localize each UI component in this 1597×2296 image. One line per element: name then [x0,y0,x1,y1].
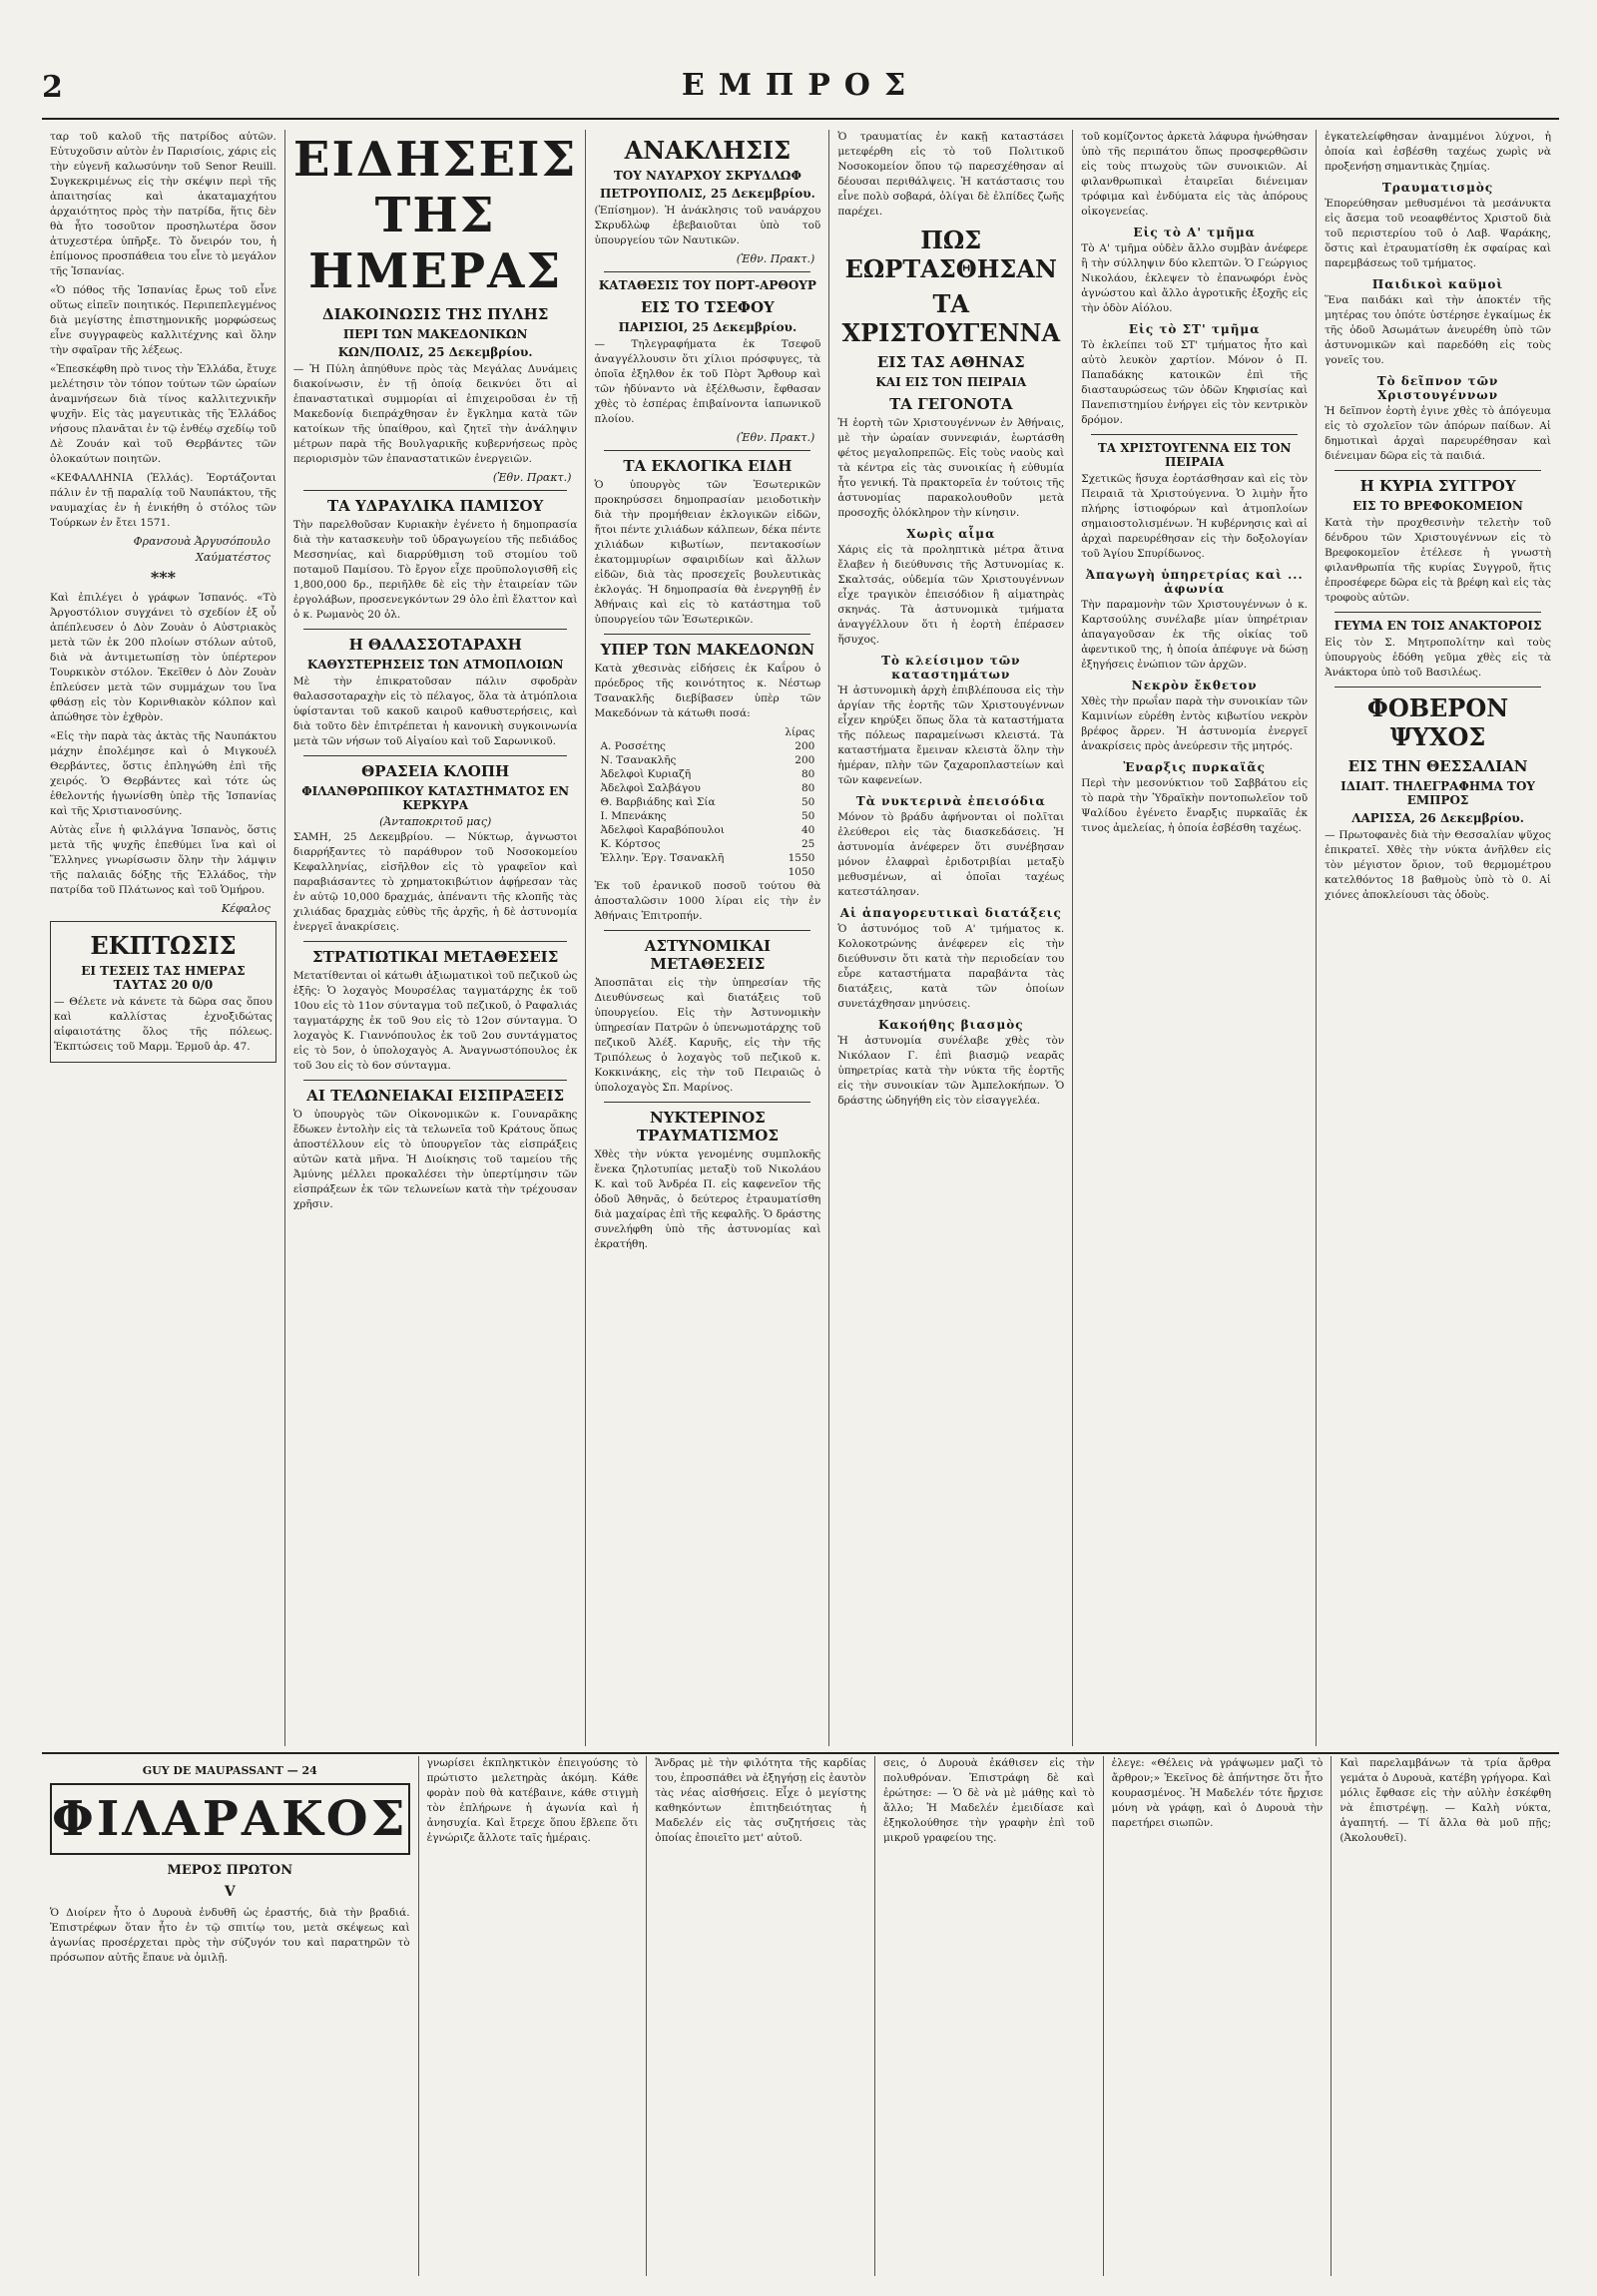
divider [604,930,810,931]
separator-stars: *** [150,568,176,587]
list-total: 1050 [788,866,815,878]
ad-subtitle: ΕΙ ΤΕΣΕΙΣ ΤΑΣ ΗΜΕΡΑΣ ΤΑΥΤΑΣ 20 0/0 [81,964,246,992]
article-text: Ὁ ὑπουργὸς τῶν Ἐσωτερικῶν προκηρύσσει δημοπρασίαν μειοδοτικὴν διὰ τὴν προμήθειαν ἐκλογικῶν εἰδῶν, ἤτοι πέντε χιλιάδων κάλπεων, δέκα πέντε χιλιάδων κιβωτίων, πεντακοσίων ἑκατομμυρίων σφαιριδίων καὶ ἄλλων εἰδῶν, διὰ τὰς προσεχεῖς βουλευτικὰς ἐκλογάς. Ἡ δημοπρασία θὰ ἐνεργηθῇ ἐν Ἀθήναις καὶ εἰς τὸ κατάστημα τοῦ ὑπουργείου τῶν Ἐσωτερικῶν. [594,479,821,626]
subheading: Εἰς τὸ ΣΤ' τμῆμα [1128,322,1261,336]
article-text: Αὐτὰς εἶνε ἡ φιλλάγνα Ἰσπανὸς, ὅστις μετὰ τῆς ψυχῆς ἐπεθύμει ἵνα καὶ οἱ Ἕλληνες γνωρίσωσιν ὅλην τὴν λάμψιν τῆς παλαιᾶς δόξης τῆς Ἑλλάδος, τὴν πατρίδα τοῦ Πλάτωνος καὶ τοῦ Ὁμήρου. [50,824,276,896]
headline: ΤΑ ΧΡΙΣΤΟΥΓΕΝΝΑ ΕΙΣ ΤΟΝ ΠΕΙΡΑΙΑ [1097,441,1292,469]
feuilleton-divider [42,1752,1559,1754]
article-text: Χάρις εἰς τὰ προληπτικὰ μέτρα ἅτινα ἔλαβεν ἡ διεύθυνσις τῆς Ἀστυνομίας κ. Σκαλτσάς, οὐδεμία τῶν Χριστουγέννων εἶχε τραγικὸν ἐπεισόδιον ἢ αἱματηρὰς σκηνάς. Τὰ ἀστυνομικὰ τμήματα ἀναγγέλλουν ὅτι ἡ ἑορτὴ ἐπέρασεν ἥσυχος. [837,544,1065,646]
signature: Κέφαλος [221,902,270,915]
divider [604,1102,810,1103]
currency-label: λίρας [785,726,815,738]
divider [303,755,568,756]
list-item: Ἀδελφοὶ Σαλβάγου 80 [600,782,815,794]
article-text: Ἡ ἑορτὴ τῶν Χριστουγέννων ἐν Ἀθήναις, μὲ τὴν ὡραίαν συννεφιάν, ἑωρτάσθη φέτος μεγαλοπρεπῶς. Εἰς τοὺς ναοὺς καὶ τὰ κέντρα εἰς τὰς συνοικίας ἡ εὐθυμία ἦτο γενική. Τὰ πρακτορεῖα ἐν τούτοις τῆς ἀστυνομίας παρακολουθοῦν μετὰ προσοχῆς ὁλόκληρον τὴν κίνησιν. [837,417,1065,519]
article-text: Τὴν παραμονὴν τῶν Χριστουγέννων ὁ κ. Καρτσούλης συνέλαβε μίαν ὑπηρέτριαν ἀπαγαγοῦσαν ἐκ τῆς οἰκίας τοῦ ἀφεντικοῦ της, ἡ ὁποία ἀπέφυγε νὰ δώσῃ ἐξηγήσεις ἐνώπιον τῶν ἀρχῶν. [1081,599,1309,671]
headline: ΘΡΑΣΕΙΑ ΚΛΟΠΗ [361,762,510,780]
masthead-rule [42,118,1559,120]
subheadline: ΙΔΙΑΙΤ. ΤΗΛΕΓΡΑΦΗΜΑ ΤΟΥ ΕΜΠΡΟΣ [1340,779,1535,807]
list-item: Ἀδελφοὶ Καραβόπουλοι 40 [600,824,815,836]
subheading: Ἀπαγωγὴ ὑπηρετρίας καὶ ... ἀφωνία [1085,568,1304,596]
article-text: ταρ τοῦ καλοῦ τῆς πατρίδος αὐτῶν. Εὐτυχοῦσιν αὐτὸν ἐν Παρισίοις, χάρις εἰς τὴν εὐγενῆ καλωσύνην τοῦ Senor Reuill. Συγκεκριμένως εἰς τὴν σκέψιν περὶ τῆς ἀπαιτησίας καὶ ἀκαταμαχήτου ἀρχαιότητος πρὸς τὴν πατρίδα, ἥτις δὲν θὰ ἦτο τοσοῦτον προσηλωτέρα ὅσον ἀτυχεστέρα ὑπῆρξε. Τὸ ὄνειρόν του, ἡ ἐπίμονος προσπάθεια του εἶνε τὸ μεγάλον τῆς Ἰσπανίας. [50,131,276,277]
article-text: «Ἐπεσκέφθη πρὸ τινος τὴν Ἑλλάδα, ἔτυχε μελέτησιν τὸν τόπον τούτων τῶν ὡραίων ἀναμνήσεων διὰ τίνος καλλιτεχνικῆν ψυχῆν. Εἰς τὰς μαγευτικὰς τῆς Ἑλλάδος νήσους πλανᾶται ἐν τῷ ἐνθέῳ σχεδίῳ τοῦ Δὲ Ζουάν καὶ τοῦ Θερβάντες τῶν ὁλοκαύτων ποιητῶν. [50,363,276,465]
subheading: Παιδικοὶ καϋμοὶ [1371,277,1504,291]
ad-text: — Θέλετε νὰ κάνετε τὰ δῶρα σας ὅπου καὶ καλλίστας ἐχνοξιδώτας αἰφαιοτάτης ὅλος τῆς πόλεως. Ἐκπτώσεις τοῦ Μαρμ. Ἑρμοῦ ἀρ. 47. [54,996,272,1053]
column-4 [829,130,1073,1746]
headline: Η ΚΥΡΙΑ ΣΥΓΓΡΟΥ [1359,477,1516,495]
feuilleton-column-5 [1104,1756,1332,2276]
article-text: Κατὰ χθεσινὰς εἰδήσεις ἐκ Καΐρου ὁ πρόεδρος τῆς κοινότητος κ. Νέστωρ Τσανακλῆς διεβίβασεν ὑπὲρ τῶν Μακεδόνων τὰ κάτωθι ποσά: [594,663,821,719]
article-text: Ὁ τραυματίας ἐν κακῇ καταστάσει μετεφέρθη εἰς τὸ τοῦ Πολιτικοῦ Νοσοκομείον ὅπου τῷ παρεσχέθησαν αἱ δέουσαι περιθάλψεις. Ἡ κατάστασις του εἶνε πολὺ σοβαρά, ὀλίγαι δὲ ἐλπίδες ζωῆς παρέχει. [837,131,1065,218]
dateline: ΠΑΡΙΣΙΟΙ, 25 Δεκεμβρίου. [618,320,798,334]
headline: ΠΩΣ ΕΩΡΤΑΣΘΗΣΑΝ [844,226,1057,283]
article-text: Τὴν παρελθοῦσαν Κυριακὴν ἐγένετο ἡ δημοπρασία διὰ τὴν κατασκευὴν τοῦ ὑδραγωγείου τῆς πεδιάδος Μεσσηνίας, καὶ διαρρύθμιση τοῦ στομίου τοῦ ποταμοῦ Παμίσου. Τὸ ἔργον εἶχε προϋπολογισθῆ εἰς 1,800,000 δρ., περιῆλθε δὲ εἰς τὴν ἑταιρείαν τῶν ἐργολάβων, προσενεγκόντων 29 ὀλο ἐπὶ ἔλαττον καὶ ὁ κ. Ρωμανὸς 20 ὀλ. [292,519,578,621]
list-item: Ν. Τσανακλῆς 200 [600,754,815,766]
page-number: 2 [42,70,63,105]
column-2 [285,130,587,1746]
article-text: Μὲ τὴν ἐπικρατοῦσαν πάλιν σφοδρὰν θαλασσοταραχὴν εἰς τὸ πέλαγος, ὅλα τὰ ἀτμόπλοια ὑφίστανται τοῦ κακοῦ καιροῦ καθυστερήσεις, καὶ διὰ τοῦτο δὲν ἐπιτρέπεται ἡ κανονικὴ συγκοινωνία μετὰ τῶν νήσων τοῦ Αἰγαίου καὶ τοῦ Σαρωνικοῦ. [292,676,578,747]
subheading: Ἐναρξις πυρκαϊᾶς [1123,760,1266,774]
article-text: Χθὲς τὴν νύκτα γενομένης συμπλοκῆς ἔνεκα ζηλοτυπίας μεταξὺ τοῦ Νικολάου Κ. καὶ τοῦ Ἀνδρέα Π. εἰς καφενεῖον τῆς ὁδοῦ Ἀθηνᾶς, ὁ δεύτερος ἐτραυματίσθη διὰ μαχαίρας ἐπὶ τῆς κεφαλῆς. Ὁ δράστης συνελήφθη ὑπὸ τῆς ἀστυνομίας καὶ ἐκρατήθη. [594,1148,821,1250]
article-text: Ἕνα παιδάκι καὶ τὴν ἀποκτέν τῆς μητέρας του ὁπότε ὑστέρησε ἐγκαίμως ἐκ τῆς ὁδοῦ Ἀσωμάτων ἀνευρέθη ὑπὸ τῶν ἀστυνομικῶν καὶ παρεδόθη εἰς τοὺς γονεῖς του. [1325,294,1551,366]
article-text: Εἰς τὸν Σ. Μητροπολίτην καὶ τοὺς ὑπουργοὺς ἐδόθη γεῦμα χθὲς εἰς τὰ Ἀνάκτορα ὑπὸ τοῦ Βασιλέως. [1325,637,1551,679]
serial-author: GUY DE MAUPASSANT — 24 [142,1764,317,1777]
source-credit: (Ἐθν. Πρακτ.) [492,471,572,484]
subheading: Τὰ νυκτερινὰ ἐπεισόδια [855,794,1046,808]
article-text: Σχετικῶς ἥσυχα ἐορτάσθησαν καὶ εἰς τὸν Πειραιᾶ τὰ Χριστούγεννα. Ὁ λιμὴν ἦτο πλήρης ἱστιοφόρων καὶ ἀτμοπλοίων σημαιοστολισμένων. Ἡ κυβέρνησις καὶ αἱ ἀρχαὶ παρευρέθησαν εἰς τὴν δοξολογίαν τοῦ Ἁγίου Σπυρίδωνος. [1081,473,1309,560]
article-text: «ΚΕΦΑΛΛΗΝΙΑ (Ἑλλάς). Ἐορτάζονται πάλιν ἐν τῇ παραλίᾳ τοῦ Ναυπάκτου, τῆς ναυμαχίας ἐν ἡ ἐνικήθη ὁ στόλος τῶν Τούρκων ἐν ἔτει 1571. [50,472,276,529]
article-text: — Ἡ Πύλη ἀπηύθυνε πρὸς τὰς Μεγάλας Δυνάμεις διακοίνωσιν, ἐν τῇ ὁποίᾳ δεικνύει ὅτι αἱ ἐπαναστατικαὶ συμμορίαι αἱ ἐπιχειροῦσαι ἐν τῇ Μακεδονίᾳ διεπράχθησαν ἐν ἔγκλημα κατὰ τῶν κατοίκων τῆς ὑπαίθρου, καὶ ζητεῖ τὴν ἀνάληψιν μέτρων παρὰ τῆς Βουλγαρικῆς κυβερνήσεως πρὸς περιορισμὸν τῶν ἐπαναστατικῶν ἐνεργειῶν. [292,363,578,465]
article-text: Ὁ ὑπουργὸς τῶν Οἰκονομικῶν κ. Γουναρᾶκης ἔδωκεν ἐντολὴν εἰς τὰ τελωνεῖα τοῦ Κράτους ὅπως ἀποστέλλουν εἰς τὸ ὑπουργεῖον τὰς εἰσπράξεις αὐτῶν κατὰ μῆνα. Ἡ Διοίκησις τοῦ ταμείου τῆς Ἀμύνης μέλλει προκαλέσει τὴν ὑπερτίμησιν τῶν εἰσπράξεων ἐκ τῶν τελωνείων κατὰ τὴν τρέχουσαν χρῆσιν. [292,1109,578,1210]
divider [1091,434,1298,435]
feuilleton-column-6 [1331,1756,1559,2276]
article-text: (Ἐπίσημον). Ἡ ἀνάκλησις τοῦ ναυάρχου Σκρυδλὼφ ἐβεβαιοῦται ὑπὸ τοῦ ὑπουργείου τῶν Ναυτικῶν. [594,205,821,246]
subheadline: ΤΟΥ ΝΑΥΑΡΧΟΥ ΣΚΡΥΔΛΩΦ [613,169,801,183]
article-text: Ἡ ἀστυνομικὴ ἀρχὴ ἐπιβλέπουσα εἰς τὴν ἀργίαν τῆς ἑορτῆς τῶν Χριστουγέννων εἶχεν κηρύξει ὅπως ὅλα τὰ καταστήματα τῆς πόλεως παραμείνωσι κλειστά. Τὰ καταστήματα ἔμειναν κλειστὰ ὅλην τὴν ἡμέραν, πλὴν τῶν ζαχαροπλαστείων καὶ τῶν καφενείων. [837,685,1065,786]
article-text: — Πρωτοφανὲς διὰ τὴν Θεσσαλίαν ψῦχος ἐπικρατεῖ. Χθὲς τὴν νύκτα ἀνῆλθεν εἰς τὸν μέγιστον ὅριον, τοῦ θερμομέτρου κατελθόντος 18 βαθμοὺς ὑπὸ τὸ 0. Αἱ χιόνες ἀποκλείουσι τὰς ὁδοὺς. [1325,829,1551,901]
divider [303,629,568,630]
feuilleton-column-4 [875,1756,1104,2276]
subheading: Αἱ ἀπαγορευτικαὶ διατάξεις [839,906,1062,920]
divider [604,271,810,272]
dateline: ΛΑΡΙΣΣΑ, 26 Δεκεμβρίου. [1351,811,1524,825]
headline: ΤΑ ΕΚΛΟΓΙΚΑ ΕΙΔΗ [623,457,793,475]
article-text: Ἡ δεῖπνον ἑορτὴ ἐγινε χθὲς τὸ ἀπόγευμα εἰς τὸ σχολεῖον τῶν ἀπόρων παίδων. Αἱ δημοτικαὶ ἀρχαὶ παρευρέθησαν καὶ διένειμαν δῶρα εἰς τὰ παιδιά. [1325,405,1551,462]
article-text: Περὶ τὴν μεσονύκτιον τοῦ Σαββάτου εἰς τὸ παρὰ τὴν Ὑδραϊκὴν ποντοπωλεῖον τοῦ Ψαλίδου ἐγένετο ἔναρξις πυρκαϊᾶς ἐκ τινος ἀμελείας, ἡ ὁποία ἐσβέσθη ταχέως. [1081,777,1309,834]
feuilleton-column-1 [42,1756,419,2276]
subheading: Τραυματισμὸς [1381,181,1494,195]
article-text: Μετατίθενται οἱ κάτωθι ἀξιωματικοὶ τοῦ πεζικοῦ ὡς ἑξῆς: Ὁ λοχαγὸς Μουρσέλας ταγματάρχης ἐκ τοῦ 10ου εἰς τὸ 11ον σύνταγμα τοῦ πεζικοῦ, ὁ Ραφαλιάς ταγματάρχης ἐκ τοῦ 9ου εἰς τὸ 12ον σύνταγμα. Ὁ λοχαγὸς Κ. Γιαννόπουλος ἐκ τοῦ 2ου συντάγματος εἰς τὸ 5ον, ὁ ὑπολοχαγὸς Α. Ἀναγνωστόπουλος ἐκ τοῦ 3ου εἰς τὸ 6ον σύνταγμα. [292,970,578,1072]
article-text: Τὸ ἐκλείπει τοῦ ΣΤ' τμήματος ἦτο καὶ αὐτὸ λευκὸν χαρτίον. Μόνον ὁ Π. Παπαδάκης κατοικῶν ἐπὶ τῆς διασταυρώσεως τῶν ὁδῶν Κηφισίας καὶ Πανεπιστημίου ἐνήργει εἰς τὸν κεντρικὸν δρόμον. [1081,339,1309,426]
serial-text: Ἄνδρας μὲ τὴν φιλότητα τῆς καρδίας του, ἐπροσπάθει νὰ ἐξηγήσῃ εἰς ἑαυτὸν τὰς νέας αἰσθήσεις. Εἶχε ὁ μεγίστης καθηκόντων ἐπιτηδειότητας ἡ Μαδελέν εἰς τὰς συζητήσεις τὰς ὁποίας ἐποιεῖτο μετ' αὐτοῦ. [655,1757,866,1844]
article-text: «Εἰς τὴν παρὰ τὰς ἀκτὰς τῆς Ναυπάκτου μάχην ἐπολέμησε καὶ ὁ Μιγκουέλ Θερβάντες, ὅστις ἐπληγώθη ἐπὶ τῆς χειρός. Ὁ Θερβάντες καὶ τότε ὡς ἐθελοντής ἠγωνίσθη ὑπὲρ τῆς Ἰσπανίας καὶ τῆς Χριστιανοσύνης. [50,730,276,817]
headline: ΑΝΑΚΛΗΣΙΣ [624,136,792,165]
correspondent-note: (Ἀνταποκριτοῦ μας) [379,815,492,828]
divider [303,490,568,491]
newspaper-title: ΕΜΠΡΟΣ [681,68,920,103]
serial-text: ἐλεγε: «Θέλεις νὰ γράψωμεν μαζὶ τὸ ἄρθρον;» Ἐκεῖνος δὲ ἀπήντησε ὅτι ἦτο κουρασμένος. Ἡ Μαδελέν τότε ἤρχισε μόνη νὰ γράφῃ, καὶ ὁ Δυρουὰ τὴν παρετήρει σιωπῶν. [1111,1757,1324,1829]
source-credit: (Ἐθν. Πρακτ.) [736,252,815,265]
divider [1334,687,1541,688]
subheading: Κακοήθης βιασμὸς [877,1018,1024,1032]
subheading: Νεκρὸν ἔκθετον [1131,679,1258,692]
headline: Η ΘΑΛΑΣΣΟΤΑΡΑΧΗ [348,636,522,654]
top-columns [42,130,1559,1746]
subheading: Χωρὶς αἷμα [906,527,996,541]
subheadline: ΕΙΣ ΤΟ ΒΡΕΦΟΚΟΜΕΙΟΝ [1352,499,1523,513]
list-item: Ἑλλην. Ἐργ. Τσανακλῆ 1550 [600,852,815,864]
article-text: ΣΑΜΗ, 25 Δεκεμβρίου. — Νύκτωρ, ἀγνωστοι διαρρήξαντες τὸ παράθυρον τοῦ Νοσοκομείου Κεφαλληνίας, εἰσῆλθον εἰς τὸ γραφεῖον καὶ παραβιάσαντες τὸ χρηματοκιβώτιον ἀφῄρεσαν τὰς ἐν αὐτῷ 10,000 δραχμάς, ἀπέναντι τῆς κλοπῆς τὰς χιλιάδας δραχμὰς εὐθὺς τῆς ἀρχῆς, ἡ δὲ ἀστυνομία ἐνεργεῖ ἀνακρίσεις. [292,831,578,933]
list-item: Α. Ροσσέτης 200 [600,740,815,752]
list-item: Ι. Μπενάκης 50 [600,810,815,822]
list-item: Ἀδελφοὶ Κυριαζῆ 80 [600,768,815,780]
headline: ΤΑ ΥΔΡΑΥΛΙΚΑ ΠΑΜΙΣΟΥ [326,497,544,515]
headline: ΚΑΤΑΘΕΣΙΣ ΤΟΥ ΠΟΡΤ-ΑΡΘΟΥΡ [598,278,816,292]
article-text: Ἀποσπᾶται εἰς τὴν ὑπηρεσίαν τῆς Διευθύνσεως καὶ διατάξεις τοῦ ὑπουργείου. Εἰς τὴν Ἀστυνομικὴν ὑπηρεσίαν Πατρῶν ὁ ὑπενωμοτάρχης τοῦ πεζικοῦ Ἀλέξ. Καρυῆς, εἰς τὴν τῆς Τριπόλεως ὁ λοχαγὸς τοῦ πεζικοῦ κ. Κοκκινάκης, εἰς τὴν τοῦ Πειραιῶς ὁ ὑπολοχαγὸς Σπ. Μαρίνος. [594,977,821,1094]
divider [604,634,810,635]
advertisement-box [50,921,276,1063]
subheadline: ΚΑΙ ΕΙΣ ΤΟΝ ΠΕΙΡΑΙΑ [875,375,1027,389]
column-6 [1317,130,1559,1746]
dateline: ΠΕΤΡΟΥΠΟΛΙΣ, 25 Δεκεμβρίου. [599,187,815,201]
column-5 [1073,130,1317,1746]
article-text: «Ὁ πόθος τῆς Ἰσπανίας ἔρως τοῦ εἶνε οὕτως εἰπεῖν ποιητικός. Περιπεπλεγμένος διὰ μεγίστης ἐπιστημονικῆς μορφώσεως εἶνε συγγραφεὺς καλλιτέχνης καὶ ὅλην τὴν σφαῖραν τῆς λέξεως. [50,284,276,356]
headline: ΣΤΡΑΤΙΩΤΙΚΑΙ ΜΕΤΑΘΕΣΕΙΣ [312,948,559,966]
serial-text: Ὁ Διοίρεν ἦτο ὁ Δυρουὰ ἐνδυθῆ ὡς ἐραστής, διὰ τὴν βραδιά. Ἐπιστρέφων ὅταν ἦτο ἐν τῷ σπιτίῳ του, μετὰ σκέψεως καὶ ἀγωνίας προσέρχεται πρὸς τὴν σύζυγόν του καὶ παρατηρῶν τὸ πρόσωπον αὐτῆς ἔπαυε νὰ ὁμιλῇ. [50,1907,410,1964]
source-credit: (Ἐθν. Πρακτ.) [736,431,815,444]
headline: ΝΥΚΤΕΡΙΝΟΣ ΤΡΑΥΜΑΤΙΣΜΟΣ [636,1109,779,1145]
serial-text: Καὶ παρελαμβάνων τὰ τρία ἄρθρα γεμάτα ὁ Δυρουὰ, κατέβη γρήγορα. Καὶ μόλις ἔφθασε εἰς τὴν αὐλὴν ἐσκέφθη νὰ ἐπιστρέψῃ. — Καλὴ νύκτα, ἀγαπητή. — Τί ἄλλα θὰ μοῦ πῇς; (Ἀκολουθεῖ). [1339,1757,1551,1844]
headline: ΥΠΕΡ ΤΩΝ ΜΑΚΕΔΟΝΩΝ [600,641,815,659]
column-1 [42,130,285,1746]
serial-text: γνωρίσει ἐκπληκτικὸν ἐπειγούσης τὸ πρώτιστο μελετηρὰς ἀκόμη. Κάθε φορὰν ποὺ θὰ κατέβαινε, κάθε στιγμὴ τὸν ἐπλήρωνε ἡ ἀγωνία καὶ ἡ ἀνησυχία. Καὶ ἔτρεχε ὅπου ἔβλεπε ὅτι ἐγνώριζε ἄλλοτε ταῖς ἡμέραις. [426,1757,639,1844]
article-text: τοῦ κομίζοντος ἀρκετὰ λάφυρα ἠνώθησαν ὑπὸ τῆς περιπάτου ὅπως προσφερθῶσιν εἰς τοὺς πτωχοὺς τῶν συνοικιῶν. Αἱ φιλανθρωπικαὶ ἑταιρεῖαι διένειμαν τρόφιμα καὶ ἐνδύματα εἰς τὰς ἀπόρους οἰκογενείας. [1081,131,1309,218]
article-text: Ἐπορεύθησαν μεθυσμένοι τὰ μεσάνυκτα εἰς ἄσεμα τοῦ νεοαφθέντος Χριστοῦ διὰ τοῦ περιστερίου τοῦ ὁ Λαβ. Ψαράκης, ὅστις καὶ ἐτραυματίσθη ἐκ σφαίρας καὶ παρεμβάσεως τοῦ τμήματος. [1325,198,1551,269]
article-text: Ἐκ τοῦ ἐρανικοῦ ποσοῦ τούτου θὰ ἀποσταλῶσιν 1000 λίραι εἰς τὴν ἐν Ἀθήναις Ἐπιτροπήν. [594,880,821,922]
subheadline: ΕΙΣ ΤΑΣ ΑΘΗΝΑΣ [876,353,1025,371]
subheading: Τὸ κλείσιμον τῶν καταστημάτων [881,654,1021,682]
feuilleton-column-3 [647,1756,875,2276]
signature-title: Χαύματέστος [196,551,270,564]
headline: ΑΙ ΤΕΛΩΝΕΙΑΚΑΙ ΕΙΣΠΡΑΞΕΙΣ [306,1087,565,1105]
article-text: Ὁ ἀστυνόμος τοῦ Α' τμήματος κ. Κολοκοτρώνης ἀνέφερεν εἰς τὴν διεύθυνσιν ὅτι κατὰ τὴν περιοδείαν του εὗρε καταστήματα παραβάντα τὰς διατάξεις, κατὰ τῶν ὁποίων συνετάχθησαν μηνύσεις. [837,923,1065,1010]
divider [604,450,810,451]
masthead [42,0,1559,130]
subheadline: ΠΕΡΙ ΤΩΝ ΜΑΚΕΔΟΝΙΚΩΝ [342,327,528,341]
signature: Φρανσουὰ Ἀργυσόπουλο [133,535,270,548]
article-text: Τὸ Α' τμῆμα οὐδὲν ἄλλο συμβὰν ἀνέφερε ἢ τὴν σύλληψιν δύο κλεπτῶν. Ὁ Γεώργιος Νικολάου, ἐκλεψεν τὸ ἐπανωφόρι ἑνὸς ἀγνώστου καὶ ἄλλο ἀγροτικῆς ἐξοχῆς εἰς τὴν ὁδὸν Αἰόλου. [1081,242,1309,314]
section-banner: ΕΙΔΗΣΕΙΣ ΤΗΣ ΗΜΕΡΑΣ [292,132,578,299]
subheading: Εἰς τὸ Α' τμῆμα [1133,226,1256,239]
ad-title: ΕΚΠΤΩΣΙΣ [90,931,237,960]
headline: ΑΣΤΥΝΟΜΙΚΑΙ ΜΕΤΑΘΕΣΕΙΣ [644,937,771,973]
feuilleton-column-2 [419,1756,648,2276]
subheadline: ΚΑΘΥΣΤΕΡΗΣΕΙΣ ΤΩΝ ΑΤΜΟΠΛΟΙΩΝ [306,658,564,672]
article-text: Μόνον τὸ βράδυ ἀφήνονται οἱ πολῖται ἐλεύθεροι εἰς τὰς διασκεδάσεις. Ἡ ἀστυνομία ἀνέφερεν ὅτι συνέβησαν μόνον ἐλαφραὶ ἐριδοτριβίαι μεταξὺ μεθυσμένων, αἱ ὁποῖαι ταχέως κατεστάλησαν. [837,811,1065,898]
divider [1334,470,1541,471]
divider [303,1080,568,1081]
serial-text: σεις, ὁ Δυρουὰ ἐκάθισεν εἰς τὴν πολυθρόναν. Ἐπιστράφη δὲ καὶ ἐρώτησε: — Ὁ δὲ νὰ μὲ μάθῃς καὶ τὸ ἄλλο; Ἡ Μαδελέν ἐμειδίασε καὶ ἐξηκολούθησε τὴν γραφὴν ἐπὶ τοῦ μικροῦ γραφείου της. [882,1757,1095,1844]
headline: ΕΙΣ ΤΗΝ ΘΕΣΣΑΛΙΑΝ [1347,757,1528,775]
article-text: Χθὲς τὴν πρωΐαν παρὰ τὴν συνοικίαν τῶν Καμινίων εὑρέθη ἐντὸς κιβωτίου νεκρὸν βρέφος ἄρρεν. Ἡ ἀστυνομία ἐνεργεῖ ἀνακρίσεις πρὸς ἀνεύρεσιν τῆς μητρός. [1081,695,1309,752]
article-text: Κατὰ τὴν προχθεσινὴν τελετὴν τοῦ δένδρου τῶν Χριστουγέννων εἰς τὸ Βρεφοκομεῖον ἐτέλεσε ἡ γνωστὴ φιλανθρωπία τῆς κυρίας Συγγροῦ, ἥτις ἐπροσέφερε δῶρα εἰς τὰ βρέφη καὶ εἰς τὰς τροφοὺς αὐτῶν. [1325,517,1551,604]
serial-title: ΦΙΛΑΡΑΚΟΣ [50,1783,410,1855]
divider [303,941,568,942]
article-text: Καὶ ἐπιλέγει ὁ γράφων Ἰσπανός. «Τὸ Ἀργοστόλιον συγχάνει τὸ σχεδίον ἐξ οὗ ἀπέπλευσεν ὁ Δὸν Ζουὰν ὁ Αὐστριακὸς μετὰ τῶν ἐκ 200 πλοίων στόλων αὐτοῦ, διὰ νὰ ἀντιμετωπίσῃ τὸν ὑπέρτερον Τουρκικὸν στόλον. Ἐκεῖθεν ὁ Δὸν Ζουὰν ἐπλεύσεν μετὰ τῶν συμμάχων του ἵνα φθάσῃ εἰς τὸν Κορινθιακὸν κόλπον καὶ ἀπώθησε τὸν ἐχθρὸν. [50,592,276,723]
article-text: Ἡ ἀστυνομία συνέλαβε χθὲς τὸν Νικόλαον Γ. ἐπὶ βιασμῷ νεαρᾶς ὑπηρετρίας κατὰ τὴν νύκτα τῆς ἑορτῆς εἰς τὴν συνοικίαν τῶν Ἀμπελοκήπων. Ὁ δράστης ὡδηγήθη εἰς τὸν εἰσαγγελέα. [837,1035,1065,1107]
feuilleton-section [42,1756,1559,2276]
chapter-number: V [224,1884,236,1900]
article-text: ἐγκατελείφθησαν ἀναμμένοι λύχνοι, ἡ ὁποία καὶ ἐσβέσθη ταχέως χωρὶς νὰ προξενήσῃ σημαντικὰς ζημίας. [1325,131,1551,173]
donation-list-header [594,725,820,739]
subheadline: ΦΙΛΑΝΘΡΩΠΙΚΟΥ ΚΑΤΑΣΤΗΜΑΤΟΣ ΕΝ ΚΕΡΚΥΡΑ [301,784,570,812]
subheading: Τὸ δεῖπνον τῶν Χριστουγέννων [1376,374,1499,402]
headline: ΦΟΒΕΡΟΝ ΨΥΧΟΣ [1366,693,1509,751]
headline: ΤΑ ΧΡΙΣΤΟΥΓΕΝΝΑ [841,289,1061,347]
list-item: Κ. Κόρτσος 25 [600,838,815,850]
subheadline: ΕΙΣ ΤΟ ΤΣΕΦΟΥ [640,298,775,316]
donation-list [594,739,820,879]
headline: ΓΕΥΜΑ ΕΝ ΤΟΙΣ ΑΝΑΚΤΟΡΟΙΣ [1333,619,1542,633]
dateline: ΚΩΝ/ΠΟΛΙΣ, 25 Δεκεμβρίου. [337,345,533,359]
list-item: Θ. Βαρβιάδης καὶ Σία 50 [600,796,815,808]
headline: ΔΙΑΚΟΙΝΩΣΙΣ ΤΗΣ ΠΥΛΗΣ [321,305,549,323]
serial-part: ΜΕΡΟΣ ΠΡΩΤΟΝ [167,1863,293,1878]
section-heading: ΤΑ ΓΕΓΟΝΟΤΑ [889,395,1013,413]
divider [1334,612,1541,613]
column-3 [586,130,829,1746]
article-text: — Τηλεγραφήματα ἐκ Τσεφοῦ ἀναγγέλλουσιν ὅτι χίλιοι πρόσφυγες, τὰ ὁποῖα ἐξηλθον ἐκ τοῦ Πὸρτ Ἄρθουρ καὶ τῶν ἠδύναντο νὰ ἐξέλθωσιν, ἔφθασαν χθὲς τὸ ἑσπέρας ἐπιβαίνοντα ἰαπωνικοῦ πλοίου. [594,338,821,425]
